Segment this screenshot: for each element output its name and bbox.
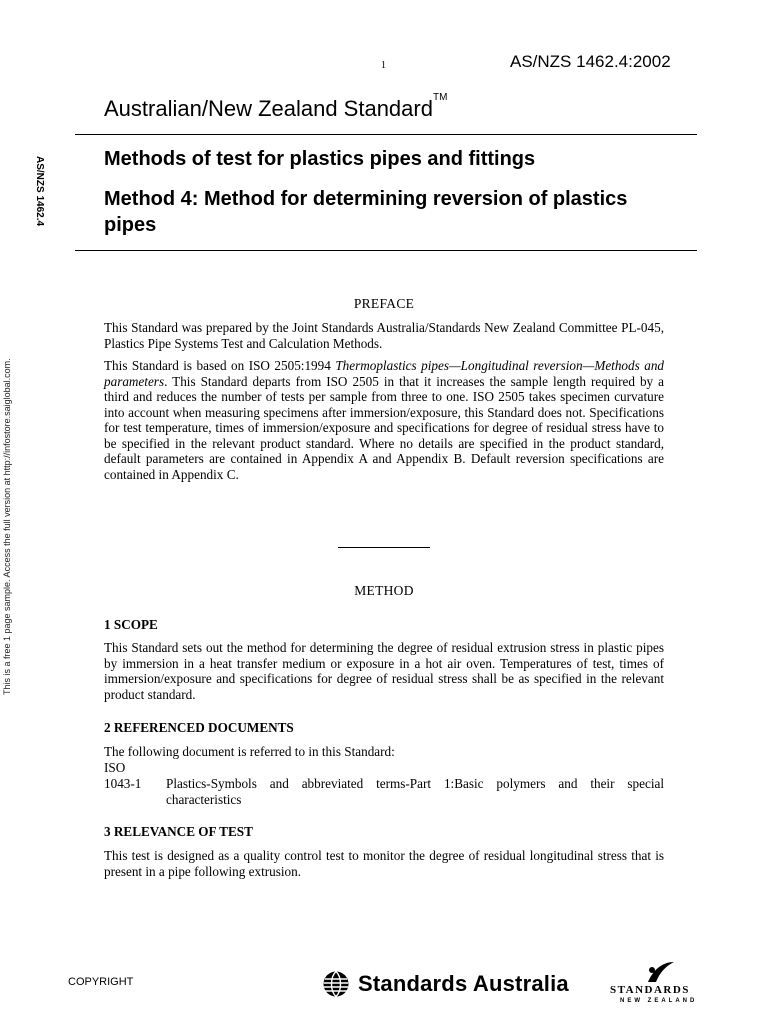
preface-p2-lead: This Standard is based on ISO 2505:1994 — [104, 358, 336, 373]
preface-heading: PREFACE — [353, 296, 415, 311]
standards-australia-logo — [322, 970, 569, 998]
document-code: AS/NZS 1462.4:2002 — [510, 52, 671, 71]
standard-title-text: Australian/New Zealand Standard — [104, 96, 433, 121]
method-title: Method 4: Method for determining reversion of plastics pipes — [104, 188, 628, 236]
globe-icon — [322, 970, 350, 998]
page-number: 1 — [381, 60, 386, 71]
scope-heading: 1 SCOPE — [104, 617, 158, 632]
preface-paragraph-1: This Standard was prepared by the Joint Standards Australia/Standards New Zealand Committee PL-045, Plastics Pipe Systems Test and Calculation Methods. — [104, 320, 664, 351]
side-document-code: AS/NZS 1462.4 — [34, 156, 45, 227]
main-title: Methods of test for plastics pipes and fittings — [104, 148, 536, 170]
relevance-heading: 3 RELEVANCE OF TEST — [104, 824, 253, 839]
iso-title-italic: Thermoplastics pipes—Longitudinal reversion—Methods and parameters — [104, 358, 665, 389]
snz-wordmark: STANDARDS — [610, 984, 690, 996]
snz-subtitle: NEW ZEALAND — [620, 998, 698, 1004]
header-rule-top — [75, 134, 697, 135]
method-heading: METHOD — [354, 583, 414, 598]
reference-organization: ISO — [104, 760, 126, 775]
sample-notice: This is a free 1 page sample. Access the full version at http://infostore.saiglobal.com. — [2, 358, 12, 695]
trademark-mark: TM — [432, 92, 448, 103]
preface-p2-rest: . This Standard departs from ISO 2505 in that it increases the sample length required by a third and reduces the number of tests per sample from three to one. ISO 2505 takes specimen curvature into account when measuring specimens after immersion/exposure, this Standard does not. Specifications for test temperature, times of immersion/exposure and specifications for degree of residual stress have to be specified in the relevant product standard. Where no details are specified in the product standard, default parameters are contained in Appendix A and Appendix B. Default reversion specifications are contained in Appendix C. — [104, 373, 664, 482]
reference-description: Plastics-Symbols and abbreviated terms-Part 1:Basic polymers and their special characteristics — [166, 776, 664, 807]
referenced-documents-intro: The following document is referred to in this Standard: — [104, 744, 395, 759]
preface-paragraph-2 — [104, 358, 664, 482]
standard-title — [104, 92, 448, 122]
fern-icon — [644, 960, 676, 986]
scope-text: This Standard sets out the method for determining the degree of residual extrusion stress in plastic pipes by immersion in a heat transfer medium or exposure in a hot air oven. Temperatures of test, times of immersion/exposure and specifications for degree of residual stress shall be as specified in the relevant product standard. — [104, 640, 664, 702]
header-rule-bottom — [75, 250, 697, 251]
standards-new-zealand-logo — [610, 960, 710, 1024]
standards-australia-name: Standards Australia — [358, 971, 569, 996]
section-divider — [338, 547, 430, 548]
referenced-documents-heading: 2 REFERENCED DOCUMENTS — [104, 720, 294, 735]
relevance-text: This test is designed as a quality control test to monitor the degree of residual longitudinal stress that is present in a pipe following extrusion. — [104, 848, 664, 879]
reference-code: 1043-1 — [104, 776, 142, 791]
copyright-label: COPYRIGHT — [68, 976, 134, 988]
